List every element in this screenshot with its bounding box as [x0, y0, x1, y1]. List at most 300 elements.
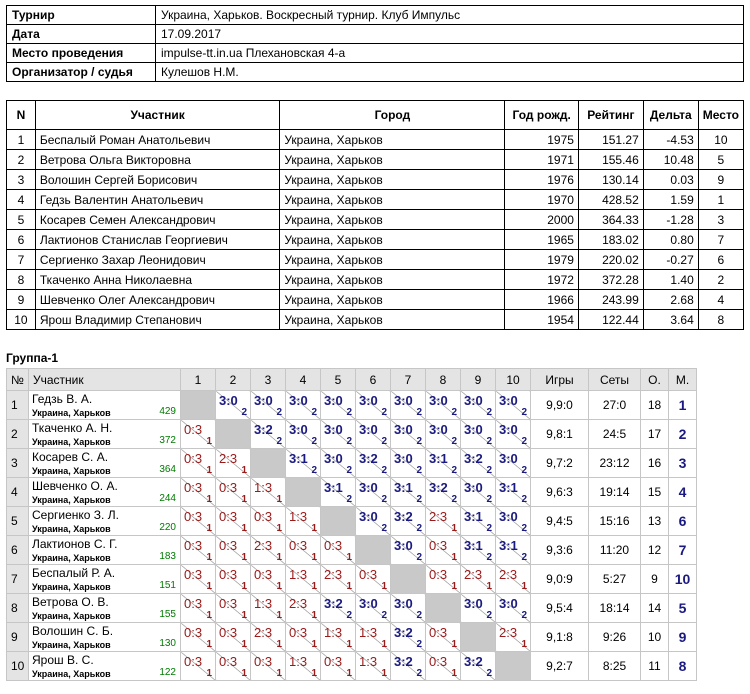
match-score: 3:1 — [464, 538, 483, 553]
match-result-cell — [251, 478, 286, 507]
match-points: 2 — [381, 407, 387, 418]
player-rating: 122 — [159, 667, 176, 678]
match-result-cell — [391, 536, 426, 565]
games-value: 9,2:7 — [531, 652, 589, 681]
match-result-cell — [496, 478, 531, 507]
match-score: 3:2 — [359, 451, 378, 466]
rating-value: 428.52 — [578, 190, 643, 210]
match-result-cell — [251, 536, 286, 565]
participant-row — [7, 150, 744, 170]
participant-city: Украина, Харьков — [280, 150, 505, 170]
match-result-cell — [356, 478, 391, 507]
participant-city: Украина, Харьков — [280, 190, 505, 210]
match-score: 3:0 — [394, 422, 413, 437]
match-result-cell — [426, 420, 461, 449]
header-rating: Рейтинг — [578, 101, 643, 130]
score-value: 17 — [641, 420, 669, 449]
match-points: 2 — [276, 436, 282, 447]
participants-header — [7, 101, 744, 130]
player-number: 8 — [7, 594, 29, 623]
match-points: 1 — [276, 494, 282, 505]
player-name: Косарев С. А. — [32, 450, 109, 464]
match-points: 1 — [451, 552, 457, 563]
match-score: 2:3 — [324, 567, 343, 582]
player-number: 2 — [7, 420, 29, 449]
match-points: 1 — [206, 494, 212, 505]
games-value: 9,8:1 — [531, 420, 589, 449]
match-points: 2 — [381, 494, 387, 505]
group-body — [7, 391, 697, 681]
games-value: 9,3:6 — [531, 536, 589, 565]
match-score: 1:3 — [254, 596, 273, 611]
player-number: 10 — [7, 652, 29, 681]
player-number: 5 — [7, 507, 29, 536]
participants-body — [7, 130, 744, 330]
sets-value: 23:12 — [589, 449, 641, 478]
place-value: 8 — [669, 652, 697, 681]
match-score: 3:0 — [499, 596, 518, 611]
match-result-cell — [216, 565, 251, 594]
match-points: 2 — [416, 552, 422, 563]
match-points: 2 — [416, 610, 422, 621]
match-result-cell — [461, 391, 496, 420]
group-header-cell: 7 — [391, 369, 426, 391]
match-score: 0:3 — [184, 538, 203, 553]
match-score: 3:0 — [289, 422, 308, 437]
match-points: 1 — [311, 668, 317, 679]
match-result-cell — [461, 565, 496, 594]
place-value: 8 — [698, 310, 743, 330]
match-score: 3:2 — [429, 480, 448, 495]
match-score: 2:3 — [464, 567, 483, 582]
delta-value: -0.27 — [643, 250, 698, 270]
group-player-row — [7, 565, 697, 594]
score-value: 14 — [641, 594, 669, 623]
match-points: 2 — [521, 610, 527, 621]
place-value: 9 — [698, 170, 743, 190]
sets-value: 9:26 — [589, 623, 641, 652]
player-rating: 429 — [159, 406, 176, 417]
match-score: 0:3 — [429, 567, 448, 582]
match-score: 0:3 — [219, 509, 238, 524]
match-result-cell — [426, 391, 461, 420]
place-value: 5 — [698, 150, 743, 170]
match-points: 2 — [381, 436, 387, 447]
sets-value: 8:25 — [589, 652, 641, 681]
group-header-cell: Участник — [29, 369, 181, 391]
match-score: 2:3 — [289, 596, 308, 611]
match-result-cell — [216, 391, 251, 420]
place-value: 7 — [698, 230, 743, 250]
match-score: 3:0 — [219, 393, 238, 408]
match-score: 3:2 — [394, 625, 413, 640]
match-result-cell — [391, 420, 426, 449]
player-cell — [29, 594, 181, 623]
self-match-cell — [321, 507, 356, 536]
match-score: 3:1 — [394, 480, 413, 495]
player-name: Беспалый Р. А. — [32, 566, 116, 580]
sets-value: 5:27 — [589, 565, 641, 594]
sets-value: 15:16 — [589, 507, 641, 536]
participant-city: Украина, Харьков — [280, 290, 505, 310]
match-score: 0:3 — [289, 625, 308, 640]
match-score: 3:2 — [324, 596, 343, 611]
match-score: 3:1 — [324, 480, 343, 495]
match-result-cell — [391, 623, 426, 652]
sets-value: 27:0 — [589, 391, 641, 420]
match-score: 3:0 — [394, 596, 413, 611]
group-header-cell: М. — [669, 369, 697, 391]
match-result-cell — [426, 652, 461, 681]
match-result-cell — [251, 391, 286, 420]
delta-value: 1.59 — [643, 190, 698, 210]
match-points: 1 — [206, 581, 212, 592]
place-value: 4 — [669, 478, 697, 507]
match-score: 0:3 — [184, 625, 203, 640]
match-score: 3:0 — [464, 422, 483, 437]
match-score: 3:0 — [394, 538, 413, 553]
participant-name: Ветрова Ольга Викторовна — [35, 150, 279, 170]
player-rating: 183 — [159, 551, 176, 562]
player-name: Волошин С. Б. — [32, 624, 114, 638]
player-city: Украина, Харьков — [32, 408, 111, 418]
match-score: 0:3 — [219, 567, 238, 582]
delta-value: 3.64 — [643, 310, 698, 330]
player-rating: 151 — [159, 580, 176, 591]
row-number: 9 — [7, 290, 36, 310]
self-match-cell — [251, 449, 286, 478]
match-points: 2 — [416, 407, 422, 418]
match-points: 2 — [521, 436, 527, 447]
info-row-tournament — [7, 6, 744, 25]
group-header-cell: 8 — [426, 369, 461, 391]
match-score: 3:0 — [464, 596, 483, 611]
player-cell — [29, 391, 181, 420]
group-header-cell: 2 — [216, 369, 251, 391]
match-result-cell — [496, 594, 531, 623]
match-points: 2 — [416, 523, 422, 534]
header-birth-year: Год рожд. — [505, 101, 578, 130]
participant-row — [7, 290, 744, 310]
match-points: 2 — [486, 668, 492, 679]
self-match-cell — [181, 391, 216, 420]
group-header-cell: 4 — [286, 369, 321, 391]
header-participant: Участник — [35, 101, 279, 130]
organizer-label: Организатор / судья — [7, 63, 156, 82]
match-result-cell — [286, 507, 321, 536]
match-result-cell — [391, 507, 426, 536]
match-result-cell — [181, 594, 216, 623]
delta-value: -4.53 — [643, 130, 698, 150]
group-player-row — [7, 478, 697, 507]
match-points: 1 — [346, 639, 352, 650]
sets-value: 11:20 — [589, 536, 641, 565]
match-result-cell — [286, 420, 321, 449]
match-score: 0:3 — [219, 538, 238, 553]
match-result-cell — [356, 652, 391, 681]
place-value: 2 — [698, 270, 743, 290]
player-number: 6 — [7, 536, 29, 565]
player-name: Ткаченко А. Н. — [32, 421, 113, 435]
match-points: 2 — [346, 436, 352, 447]
player-cell — [29, 449, 181, 478]
place-value: 10 — [698, 130, 743, 150]
rating-value: 243.99 — [578, 290, 643, 310]
match-score: 3:0 — [464, 480, 483, 495]
place-value: 9 — [669, 623, 697, 652]
match-score: 0:3 — [184, 567, 203, 582]
match-score: 3:0 — [324, 422, 343, 437]
delta-value: 10.48 — [643, 150, 698, 170]
birth-year: 1970 — [505, 190, 578, 210]
match-score: 0:3 — [254, 654, 273, 669]
info-row-organizer — [7, 63, 744, 82]
match-points: 1 — [206, 523, 212, 534]
info-row-venue — [7, 44, 744, 63]
match-score: 3:1 — [499, 538, 518, 553]
match-score: 1:3 — [289, 567, 308, 582]
match-score: 2:3 — [499, 625, 518, 640]
participant-city: Украина, Харьков — [280, 170, 505, 190]
group-header-cell: № — [7, 369, 29, 391]
player-name: Ярош В. С. — [32, 653, 94, 667]
match-result-cell — [391, 449, 426, 478]
rating-value: 151.27 — [578, 130, 643, 150]
match-points: 2 — [486, 610, 492, 621]
match-result-cell — [496, 391, 531, 420]
match-points: 1 — [241, 610, 247, 621]
match-score: 3:2 — [394, 509, 413, 524]
match-result-cell — [321, 594, 356, 623]
participant-row — [7, 310, 744, 330]
match-points: 2 — [241, 407, 247, 418]
participant-city: Украина, Харьков — [280, 250, 505, 270]
info-row-date — [7, 25, 744, 44]
games-value: 9,7:2 — [531, 449, 589, 478]
delta-value: -1.28 — [643, 210, 698, 230]
match-result-cell — [251, 565, 286, 594]
player-city: Украина, Харьков — [32, 582, 111, 592]
birth-year: 1972 — [505, 270, 578, 290]
match-points: 2 — [416, 639, 422, 650]
match-score: 3:0 — [359, 393, 378, 408]
delta-value: 0.80 — [643, 230, 698, 250]
match-result-cell — [251, 420, 286, 449]
match-score: 3:2 — [464, 451, 483, 466]
rating-value: 372.28 — [578, 270, 643, 290]
games-value: 9,5:4 — [531, 594, 589, 623]
match-result-cell — [216, 449, 251, 478]
match-score: 3:1 — [464, 509, 483, 524]
match-result-cell — [251, 623, 286, 652]
player-rating: 244 — [159, 493, 176, 504]
match-points: 2 — [521, 407, 527, 418]
match-points: 2 — [451, 465, 457, 476]
participant-name: Сергиенко Захар Леонидович — [35, 250, 279, 270]
participant-name: Гедзь Валентин Анатольевич — [35, 190, 279, 210]
score-value: 11 — [641, 652, 669, 681]
match-points: 2 — [276, 407, 282, 418]
match-result-cell — [181, 420, 216, 449]
delta-value: 0.03 — [643, 170, 698, 190]
player-city: Украина, Харьков — [32, 524, 111, 534]
self-match-cell — [286, 478, 321, 507]
match-result-cell — [216, 652, 251, 681]
match-score: 0:3 — [184, 480, 203, 495]
match-score: 3:0 — [499, 451, 518, 466]
match-score: 3:1 — [289, 451, 308, 466]
self-match-cell — [496, 652, 531, 681]
participant-row — [7, 130, 744, 150]
match-points: 2 — [311, 465, 317, 476]
participant-name: Косарев Семен Александрович — [35, 210, 279, 230]
match-score: 2:3 — [429, 509, 448, 524]
player-city: Украина, Харьков — [32, 553, 111, 563]
match-points: 1 — [311, 610, 317, 621]
match-points: 1 — [381, 581, 387, 592]
player-name: Лактионов С. Г. — [32, 537, 118, 551]
birth-year: 1966 — [505, 290, 578, 310]
participants-table — [6, 100, 744, 330]
match-points: 2 — [346, 610, 352, 621]
player-cell — [29, 536, 181, 565]
match-points: 1 — [276, 552, 282, 563]
player-number: 4 — [7, 478, 29, 507]
group-results-table — [6, 368, 697, 681]
match-points: 1 — [241, 523, 247, 534]
match-points: 1 — [241, 639, 247, 650]
match-score: 1:3 — [359, 625, 378, 640]
row-number: 10 — [7, 310, 36, 330]
match-score: 3:1 — [499, 480, 518, 495]
match-result-cell — [391, 478, 426, 507]
player-cell — [29, 652, 181, 681]
match-score: 1:3 — [324, 625, 343, 640]
match-result-cell — [216, 536, 251, 565]
match-result-cell — [461, 420, 496, 449]
match-result-cell — [356, 391, 391, 420]
match-score: 3:1 — [429, 451, 448, 466]
player-city: Украина, Харьков — [32, 611, 111, 621]
rating-value: 183.02 — [578, 230, 643, 250]
player-city: Украина, Харьков — [32, 669, 111, 679]
match-points: 2 — [486, 465, 492, 476]
match-result-cell — [426, 449, 461, 478]
player-city: Украина, Харьков — [32, 437, 111, 447]
player-cell — [29, 565, 181, 594]
match-score: 2:3 — [499, 567, 518, 582]
row-number: 2 — [7, 150, 36, 170]
score-value: 10 — [641, 623, 669, 652]
match-score: 3:0 — [324, 451, 343, 466]
match-result-cell — [496, 420, 531, 449]
match-result-cell — [286, 391, 321, 420]
match-result-cell — [356, 507, 391, 536]
match-result-cell — [496, 507, 531, 536]
match-points: 2 — [521, 494, 527, 505]
match-points: 1 — [206, 465, 212, 476]
player-name: Сергиенко З. Л. — [32, 508, 119, 522]
match-points: 2 — [416, 436, 422, 447]
row-number: 3 — [7, 170, 36, 190]
participant-city: Украина, Харьков — [280, 270, 505, 290]
group-header-cell: Игры — [531, 369, 589, 391]
group-header-cell: Сеты — [589, 369, 641, 391]
match-result-cell — [216, 594, 251, 623]
match-points: 2 — [416, 465, 422, 476]
self-match-cell — [391, 565, 426, 594]
row-number: 7 — [7, 250, 36, 270]
match-points: 1 — [451, 581, 457, 592]
place-value: 3 — [698, 210, 743, 230]
sets-value: 24:5 — [589, 420, 641, 449]
match-score: 3:0 — [359, 596, 378, 611]
match-points: 2 — [416, 494, 422, 505]
row-number: 4 — [7, 190, 36, 210]
match-points: 2 — [451, 494, 457, 505]
match-points: 1 — [521, 639, 527, 650]
player-number: 3 — [7, 449, 29, 478]
match-points: 1 — [451, 639, 457, 650]
match-score: 3:0 — [289, 393, 308, 408]
date-value: 17.09.2017 — [156, 25, 744, 44]
match-result-cell — [216, 623, 251, 652]
match-result-cell — [216, 478, 251, 507]
organizer-value: Кулешов Н.М. — [156, 63, 744, 82]
match-result-cell — [356, 594, 391, 623]
match-points: 2 — [521, 552, 527, 563]
match-score: 3:0 — [359, 509, 378, 524]
player-name: Шевченко О. А. — [32, 479, 118, 493]
player-cell — [29, 478, 181, 507]
match-score: 0:3 — [359, 567, 378, 582]
match-result-cell — [461, 594, 496, 623]
match-score: 1:3 — [254, 480, 273, 495]
birth-year: 1979 — [505, 250, 578, 270]
match-result-cell — [391, 652, 426, 681]
match-result-cell — [391, 391, 426, 420]
match-result-cell — [461, 507, 496, 536]
match-score: 0:3 — [429, 538, 448, 553]
participant-row — [7, 190, 744, 210]
match-points: 1 — [241, 668, 247, 679]
match-score: 3:2 — [394, 654, 413, 669]
header-place: Место — [698, 101, 743, 130]
match-score: 3:0 — [254, 393, 273, 408]
date-label: Дата — [7, 25, 156, 44]
match-points: 2 — [521, 523, 527, 534]
match-result-cell — [286, 594, 321, 623]
match-points: 2 — [521, 465, 527, 476]
match-points: 1 — [206, 639, 212, 650]
match-points: 2 — [486, 436, 492, 447]
match-points: 1 — [451, 668, 457, 679]
match-result-cell — [391, 594, 426, 623]
group-player-row — [7, 623, 697, 652]
match-points: 2 — [346, 465, 352, 476]
player-number: 1 — [7, 391, 29, 420]
match-score: 0:3 — [184, 509, 203, 524]
match-score: 0:3 — [254, 567, 273, 582]
match-result-cell — [181, 536, 216, 565]
birth-year: 1971 — [505, 150, 578, 170]
tournament-info-table — [6, 5, 744, 82]
player-cell — [29, 420, 181, 449]
match-points: 1 — [381, 639, 387, 650]
games-value: 9,1:8 — [531, 623, 589, 652]
match-points: 2 — [346, 494, 352, 505]
place-value: 7 — [669, 536, 697, 565]
